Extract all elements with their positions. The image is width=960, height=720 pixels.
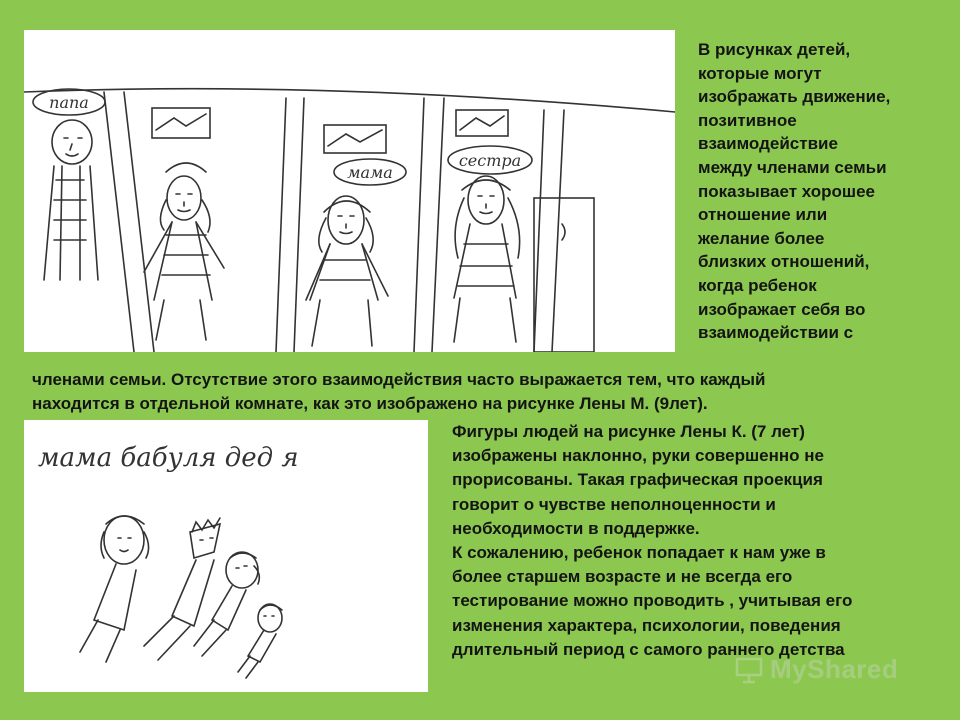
text-line: более старшем возрасте и не всегда его: [452, 567, 793, 587]
presentation-icon: [734, 655, 764, 685]
window-icon: [152, 108, 210, 138]
svg-text:сестра: сестра: [458, 151, 522, 170]
figure-papa: [44, 120, 98, 280]
text-line: необходимости в поддержке.: [452, 518, 700, 538]
window-icon: [456, 110, 508, 136]
figure-ded: [194, 552, 259, 656]
figure-child: [144, 163, 224, 340]
svg-text:папа: папа: [49, 93, 89, 112]
figure-mama: [80, 516, 149, 662]
text-line: К сожалению, ребенок попадает к нам уже в: [452, 543, 826, 563]
figure-babulya: [144, 518, 220, 660]
drawing-caption: мама бабуля дед я: [38, 443, 299, 473]
text-line: когда ребенок: [698, 275, 817, 295]
svg-text:мама: мама: [347, 163, 393, 182]
text-line: длительный период с самого раннего детства: [452, 639, 845, 659]
text-line: между членами семьи: [698, 157, 887, 177]
text-line: которые могут: [698, 63, 822, 83]
text-line: членами семьи. Отсутствие этого взаимодействия часто выражается тем, что каждый: [32, 370, 766, 389]
text-tilted-figures: [452, 420, 952, 662]
text-positive-interaction: [698, 38, 953, 345]
text-line: взаимодействии с: [698, 323, 854, 343]
text-line: Фигуры людей на рисунке Лены К. (7 лет): [452, 422, 805, 441]
text-line: изменения характера, психологии, поведения: [452, 615, 841, 635]
door-icon: [534, 198, 594, 352]
text-line: изображены наклонно, руки совершенно не: [452, 446, 824, 466]
watermark-text: MyShared: [770, 654, 899, 684]
text-line: близких отношений,: [698, 252, 870, 272]
text-line: говорит о чувстве неполноценности и: [452, 494, 776, 514]
text-line: показывает хорошее: [698, 181, 876, 201]
text-line: желание более: [698, 228, 825, 248]
text-line: позитивное: [698, 110, 797, 130]
text-line: изображать движение,: [698, 87, 891, 107]
text-line: взаимодействие: [698, 134, 838, 154]
family-drawing-tilted-figures: [24, 420, 428, 692]
figure-self: [238, 604, 282, 678]
text-line: изображает себя во: [698, 299, 866, 319]
family-drawing-separate-rooms: [24, 30, 675, 352]
window-icon: [324, 125, 386, 153]
text-line: находится в отдельной комнате, как это изображено на рисунке Лены М. (9лет).: [32, 393, 708, 413]
text-line: прорисованы. Такая графическая проекция: [452, 470, 823, 490]
text-line: отношение или: [698, 205, 828, 225]
figure-mama: [306, 196, 388, 346]
figure-sestra: [454, 176, 520, 342]
text-separate-rooms: [32, 368, 942, 415]
text-line: тестирование можно проводить , учитывая его: [452, 591, 853, 611]
text-line: В рисунках детей,: [698, 40, 851, 59]
label-mama: [334, 159, 406, 185]
label-papa: [33, 89, 105, 115]
watermark: [734, 654, 898, 685]
label-sestra: [448, 146, 532, 174]
